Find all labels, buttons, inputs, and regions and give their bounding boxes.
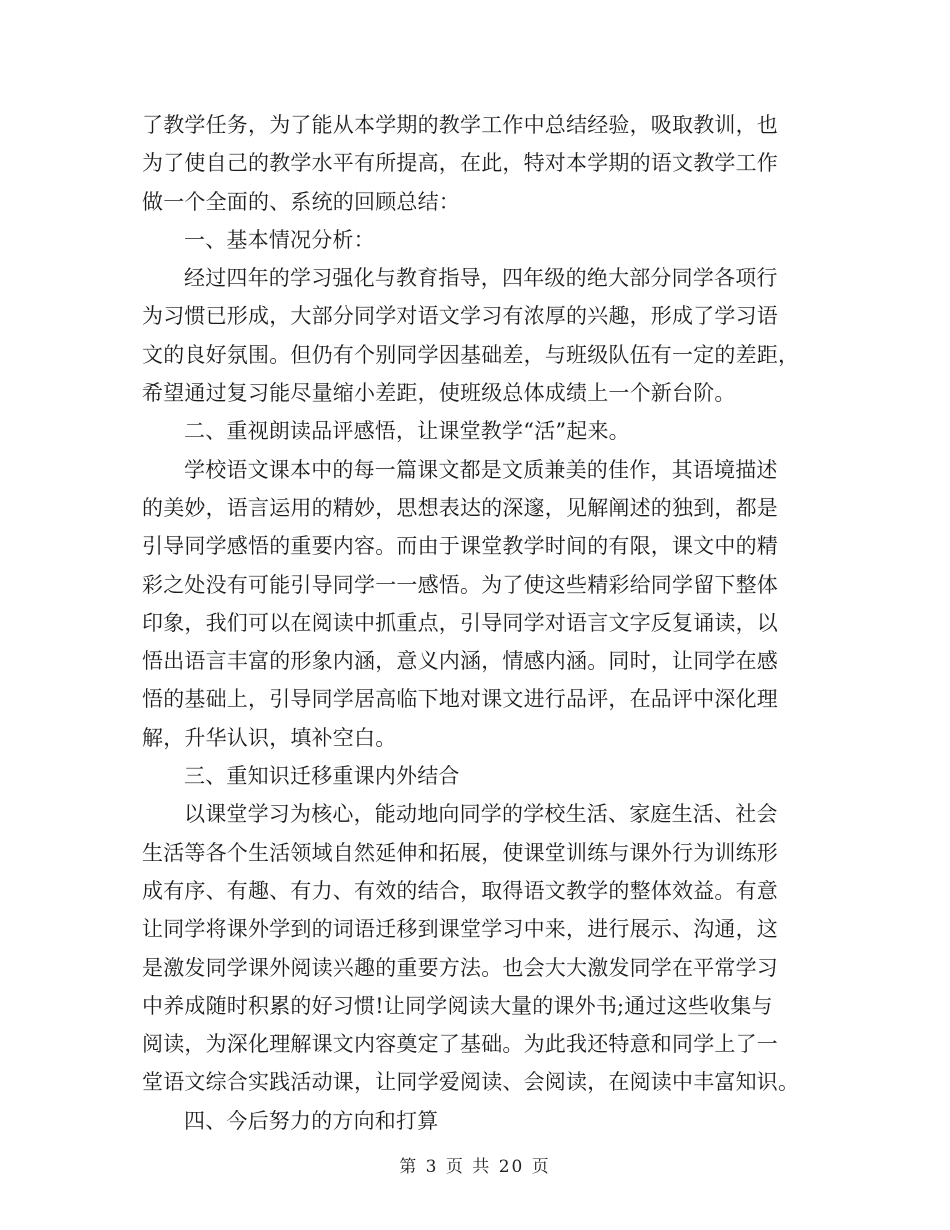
section-heading: 二、重视朗读品评感悟，让课堂教学“活”起来。: [184, 419, 630, 444]
text-line: 希望通过复习能尽量缩小差距，使班级总体成绩上一个新台阶。: [142, 381, 736, 406]
text-line: 解，升华认识，填补空白。: [142, 725, 397, 750]
text-line: 以课堂学习为核心，能动地向同学的学校生活、家庭生活、社会: [184, 802, 778, 827]
text-line: 做一个全面的、系统的回顾总结：: [142, 189, 460, 214]
text-line: 学校语文课本中的每一篇课文都是文质兼美的佳作，其语境描述: [184, 457, 778, 482]
section-heading: 三、重知识迁移重课内外结合: [184, 764, 460, 789]
section-heading: 一、基本情况分析：: [184, 227, 375, 252]
text-line: 印象，我们可以在阅读中抓重点，引导同学对语言文字反复诵读，以: [142, 610, 778, 635]
section-heading: 四、今后努力的方向和打算: [184, 1108, 439, 1133]
document-body: [142, 106, 810, 1140]
text-line: 生活等各个生活领域自然延伸和拓展，使课堂训练与课外行为训练形: [142, 840, 778, 865]
text-line: 引导同学感悟的重要内容。而由于课堂教学时间的有限，课文中的精: [142, 534, 778, 559]
text-line: 阅读，为深化理解课文内容奠定了基础。为此我还特意和同学上了一: [142, 1032, 778, 1057]
text-line: 了教学任务，为了能从本学期的教学工作中总结经验，吸取教训，也: [142, 113, 778, 137]
text-line: 让同学将课外学到的词语迁移到课堂学习中来，进行展示、沟通，这: [142, 917, 778, 942]
text-line: 中养成随时积累的好习惯!让同学阅读大量的课外书;通过这些收集与: [142, 993, 773, 1018]
text-line: 彩之处没有可能引导同学一一感悟。为了使这些精彩给同学留下整体: [142, 572, 778, 597]
text-line: 为了使自己的教学水平有所提高，在此，特对本学期的语文教学工作: [142, 151, 778, 176]
text-line: 为习惯已形成，大部分同学对语文学习有浓厚的兴趣，形成了学习语: [142, 304, 778, 329]
text-line: 悟出语言丰富的形象内涵，意义内涵，情感内涵。同时，让同学在感: [142, 649, 778, 674]
text-line: 成有序、有趣、有力、有效的结合，取得语文教学的整体效益。有意: [142, 878, 778, 903]
text-line: 文的良好氛围。但仍有个别同学因基础差，与班级队伍有一定的差距，: [142, 342, 800, 367]
text-line: 悟的基础上，引导同学居高临下地对课文进行品评，在品评中深化理: [142, 687, 778, 712]
text-line: 经过四年的学习强化与教育指导，四年级的绝大部分同学各项行: [184, 266, 778, 291]
text-line: 是激发同学课外阅读兴趣的重要方法。也会大大激发同学在平常学习: [142, 955, 778, 980]
page-number-footer: 第 3 页 共 20 页: [399, 1157, 551, 1177]
text-line: 堂语文综合实践活动课，让同学爱阅读、会阅读，在阅读中丰富知识。: [142, 1070, 800, 1095]
text-line: 的美妙，语言运用的精妙，思想表达的深邃，见解阐述的独到，都是: [142, 495, 778, 520]
